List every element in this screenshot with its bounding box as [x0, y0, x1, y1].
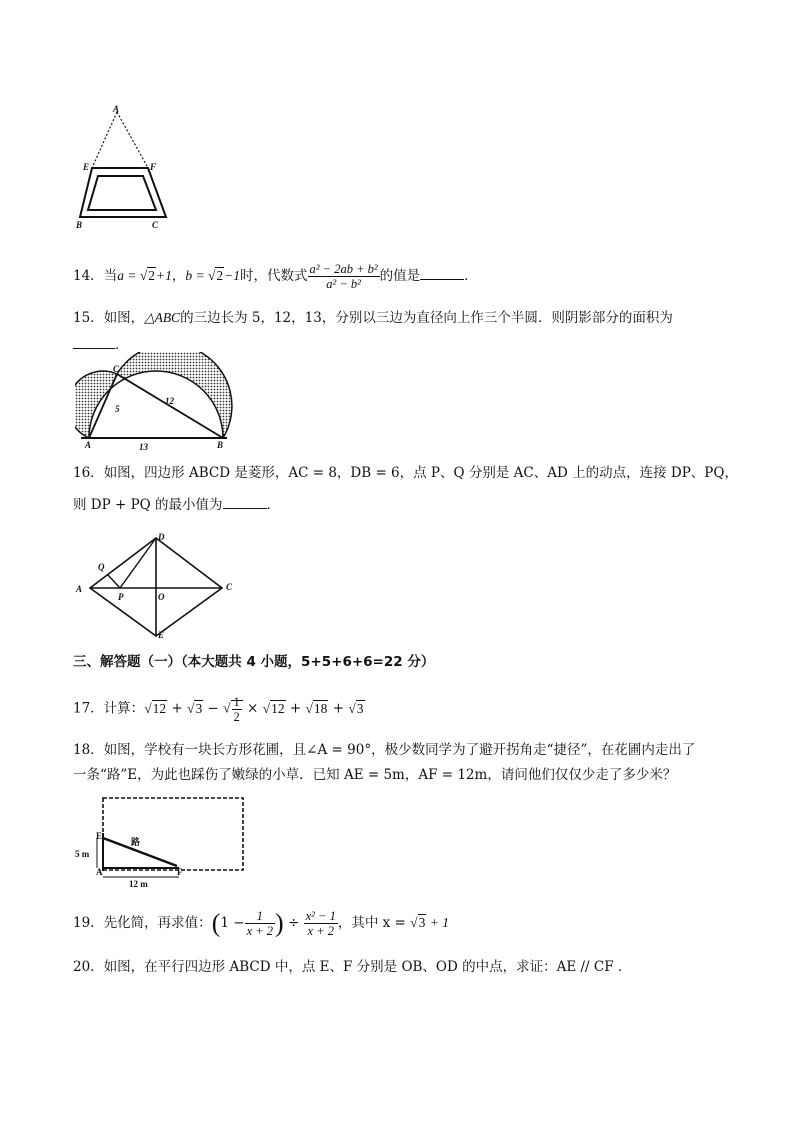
question-14 — [73, 262, 478, 291]
label-F: F — [177, 867, 183, 877]
trapezoid-figure — [70, 100, 180, 235]
label-D: D — [158, 532, 165, 542]
garden-boundary — [103, 798, 243, 870]
label-A: A — [85, 440, 92, 450]
question-19: 19．先化简，再求值：(1 − $\frac{1}{x + 2}$ ) ÷ $\frac{\text{x² − 1}}{x + 2}$ ，其中 x = √3 + 1 — [73, 906, 449, 941]
answer-blank[interactable] — [420, 265, 464, 280]
q19-mid: ，其中 x = — [337, 915, 411, 931]
dotted-line-right — [117, 112, 148, 168]
label-Q: Q — [98, 562, 105, 572]
q14-b-val: −1 — [224, 268, 241, 283]
label-E: E — [158, 630, 165, 640]
question-18 — [73, 740, 695, 760]
q15-triangle: △ABC — [144, 310, 181, 325]
label-E: E — [96, 831, 103, 841]
q17-sqrt-frac: √ $\frac{1}{2}$ — [223, 695, 243, 724]
q14-sqrt-b: √2 — [207, 268, 224, 283]
q17-sqrt-18: √18 — [305, 700, 328, 716]
q17-pre: 计算： — [103, 700, 145, 717]
section-heading: 三、解答题（一）（本大题共 4 小题，5+5+6+6=22 分） — [73, 654, 435, 670]
label-12m: 12 m — [129, 879, 148, 888]
q19-one: 1 − — [220, 915, 245, 931]
question-18-line2 — [73, 765, 676, 785]
q14-end: ． — [464, 268, 478, 284]
q19-frac1: $\frac{1}{x + 2}$ — [246, 909, 274, 938]
label-P: P — [118, 592, 124, 602]
q14-post: 的值是 — [379, 268, 421, 284]
q20-number: 20． — [73, 959, 104, 975]
label-A: A — [96, 867, 103, 877]
q17-sqrt-12: √12 — [144, 700, 167, 716]
q19-sqrt-3: √3 — [410, 915, 426, 930]
question-16-line2 — [73, 494, 280, 515]
q14-b: b = — [185, 268, 208, 283]
label-B: B — [217, 440, 224, 450]
question-15 — [73, 308, 673, 328]
answer-blank[interactable] — [223, 494, 267, 509]
label-C: C — [113, 364, 120, 374]
garden-figure — [73, 793, 253, 888]
q14-a: a = — [117, 268, 140, 283]
q18-line2: 一条“路”E，为此也踩伤了嫩绿的小草．已知 AE = 5m，AF = 12m，请问他们仅仅少走了多少米？ — [73, 767, 677, 783]
q16-end: ． — [266, 497, 281, 513]
q14-comma: ， — [171, 268, 186, 284]
label-C: C — [152, 220, 159, 230]
q16-line2: 则 DP + PQ 的最小值为 — [73, 497, 223, 513]
question-16 — [73, 463, 738, 483]
q19-plus: + 1 — [426, 915, 449, 930]
q19-pre: 先化简，再求值： — [103, 915, 212, 931]
inner-trapezoid — [88, 176, 156, 210]
label-O: O — [158, 592, 165, 602]
q19-number: 19． — [73, 915, 104, 931]
segment-dp — [120, 538, 156, 588]
label-5m: 5 m — [75, 849, 90, 859]
q15-text2: 的三边长为 5，12，13，分别以三边为直径向上作三个半圆．则阴影部分的面积为 — [180, 310, 673, 326]
q15-number: 15． — [73, 310, 104, 326]
q14-fraction: $\frac{\text{a² − 2ab + b²}}{\text{a² − b²}}$ — [309, 262, 378, 291]
label-A: A — [76, 584, 83, 594]
label-F: F — [150, 162, 157, 172]
q14-when: 时，代数式 — [240, 268, 308, 284]
label-B: B — [76, 220, 83, 230]
q19-frac2: $\frac{\text{x² − 1}}{x + 2}$ — [305, 909, 336, 938]
q17-sqrt-3b: √3 — [348, 700, 364, 716]
q16-number: 16． — [73, 465, 104, 481]
q15-text1: 如图， — [103, 310, 145, 326]
q17-number: 17． — [73, 700, 104, 717]
label-12: 12 — [165, 396, 174, 406]
q15-end: ． — [115, 337, 129, 353]
label-13: 13 — [139, 442, 148, 452]
label-C: C — [226, 582, 233, 592]
label-road: 路 — [131, 837, 141, 847]
q14-a-val: +1 — [155, 268, 172, 283]
q18-number: 18． — [73, 742, 104, 758]
q14-text: 当 — [103, 268, 118, 284]
answer-blank[interactable] — [73, 334, 115, 349]
q17-sqrt-3: √3 — [187, 700, 203, 716]
q17-sqrt-12b: √12 — [262, 700, 285, 716]
question-20 — [73, 957, 631, 977]
right-paren: ) — [275, 908, 284, 938]
label-5: 5 — [115, 404, 120, 414]
label-E: E — [83, 162, 90, 172]
q20-text: 如图，在平行四边形 ABCD 中，点 E、F 分别是 OB、OD 的中点，求证：AE // CF ． — [103, 959, 632, 975]
q14-number: 14． — [73, 268, 104, 284]
segment-pq — [108, 575, 120, 588]
semicircle-figure — [75, 352, 235, 452]
q16-line1: 如图，四边形 ABCD 是菱形，AC = 8，DB = 6，点 P、Q 分别是 AC、AD 上的动点，连接 DP、PQ， — [103, 465, 738, 481]
q14-sqrt-a: √2 — [139, 268, 155, 283]
dotted-line-left — [92, 112, 117, 168]
q18-line1: 如图，学校有一块长方形花圃，且∠A = 90°，极少数同学为了避开拐角走“捷径”，在花圃内走出了 — [103, 742, 696, 758]
label-A: A — [113, 104, 120, 114]
rhombus-figure — [70, 532, 250, 642]
left-paren: ( — [211, 908, 221, 938]
question-17: 17．计算：√12 + √3 − √ $\frac{1}{2}$ × √12 + √18 + √3 — [73, 695, 364, 724]
